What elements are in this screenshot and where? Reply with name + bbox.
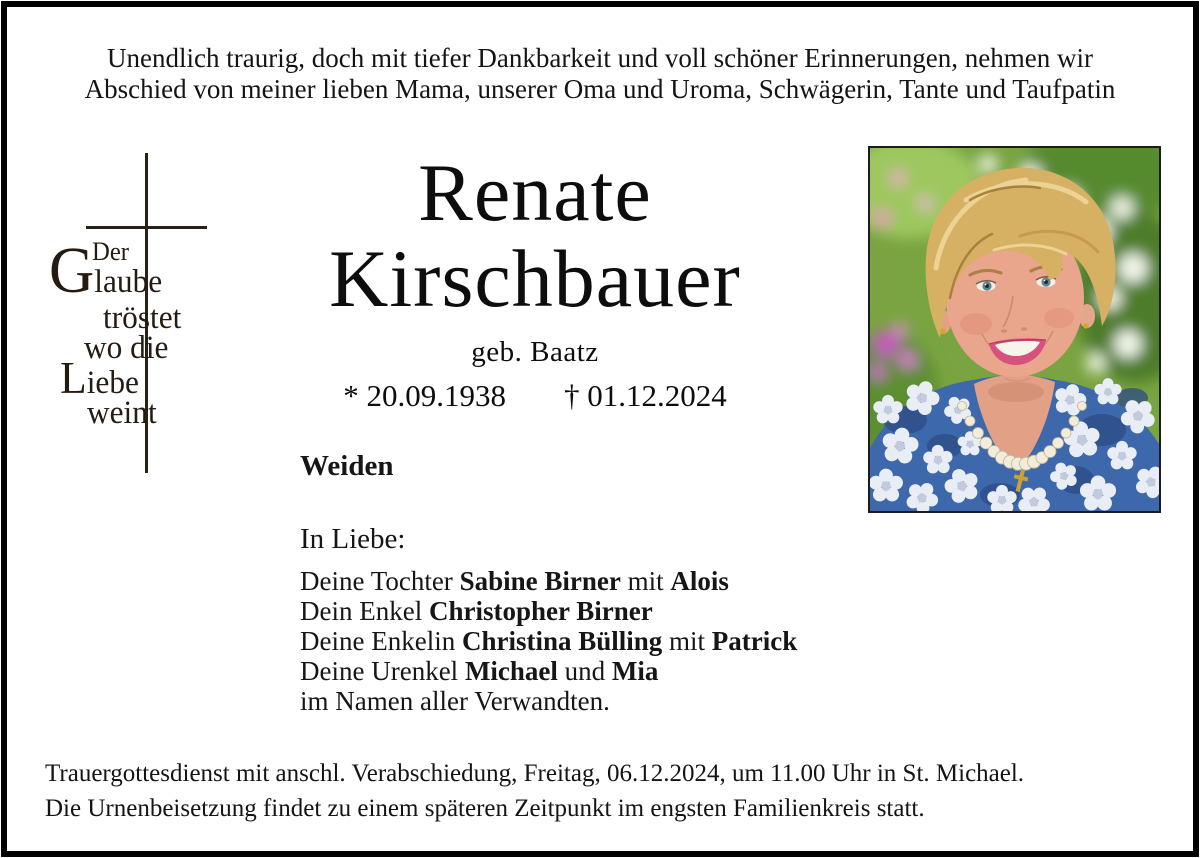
life-dates <box>285 378 785 414</box>
verse-word-wo-die: wo die <box>84 330 169 366</box>
residence: Weiden <box>300 450 394 482</box>
mourner-line: Dein Enkel Christopher Birner <box>300 596 653 626</box>
intro-text <box>0 43 1200 105</box>
maiden-name: geb. Baatz <box>471 336 599 368</box>
verse-word-weint: weint <box>87 395 157 431</box>
mourners-lines <box>300 566 797 716</box>
verse-word-troestet: tröstet <box>103 300 182 336</box>
mourners-heading: In Liebe: <box>300 523 406 555</box>
service-info <box>45 756 1024 826</box>
intro-line-1: Unendlich traurig, doch mit tiefer Dankbarkeit und voll schöner Erinnerungen, nehmen wir <box>107 43 1093 73</box>
portrait-photo <box>868 146 1161 513</box>
deceased-name-block <box>285 147 785 414</box>
mourner-line: Deine Enkelin Christina Bülling mit Patrick <box>300 626 798 656</box>
mourner-line: im Namen aller Verwandten. <box>300 686 610 716</box>
birth-date: * 20.09.1938 <box>343 378 506 413</box>
service-line-1: Trauergottesdienst mit anschl. Verabschiedung, Freitag, 06.12.2024, um 11.00 Uhr in St. Michael. <box>45 760 1025 787</box>
mourners-block <box>300 523 797 716</box>
verse-word-glaube: Glaube <box>49 234 163 307</box>
intro-line-2: Abschied von meiner lieben Mama, unserer Oma und Uroma, Schwägerin, Tante und Taufpatin <box>84 74 1116 104</box>
mourner-line: Deine Tochter Sabine Birner mit Alois <box>300 566 729 596</box>
first-name: Renate <box>418 147 652 238</box>
death-date: † 01.12.2024 <box>564 378 727 413</box>
last-name: Kirschbauer <box>329 233 741 324</box>
service-line-2: Die Urnenbeisetzung findet zu einem späteren Zeitpunkt im engsten Familienkreis statt. <box>45 795 925 822</box>
verse-word-der: Der <box>92 237 130 266</box>
cross-horizontal-bar <box>86 226 207 229</box>
mourner-line: Deine Urenkel Michael und Mia <box>300 656 659 686</box>
verse-word-liebe: Liebe <box>60 352 139 403</box>
